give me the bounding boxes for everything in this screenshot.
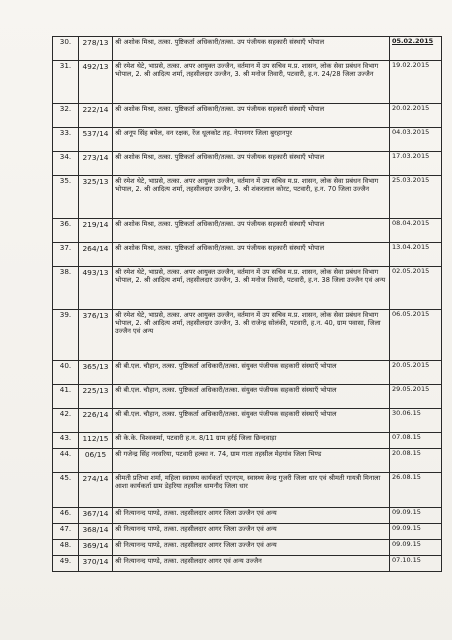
table-row xyxy=(53,433,442,449)
respondent-details-cell: श्री बी.एल. चौहान, तत्का. पुष्टिकर्ता अधिकारी/तत्का. संयुक्त पंजीयक सहकारी संस्थाएँ भोपाल xyxy=(113,409,390,433)
order-date-cell: 20.08.15 xyxy=(390,449,442,473)
serial-number-cell: 36. xyxy=(53,219,79,243)
respondent-details-cell: श्री अनूप सिंह बघेल, वन रक्षक, रेंज धूलकोट तह. नेपानगर जिला बुरहानपुर xyxy=(113,128,390,152)
order-date-cell: 04.03.2015 xyxy=(390,128,442,152)
serial-number-cell: 44. xyxy=(53,449,79,473)
respondent-details-cell: श्री अशोक मिश्रा, तत्का. पुष्टिकर्ता अधिकारी/तत्का. उप पंजीयक सहकारी संस्थाएँ भोपाल xyxy=(113,152,390,176)
case-number-cell: 493/13 xyxy=(79,267,113,310)
case-number-cell: 226/14 xyxy=(79,409,113,433)
table-row xyxy=(53,128,442,152)
serial-number-cell: 41. xyxy=(53,385,79,409)
order-date-cell: 17.03.2015 xyxy=(390,152,442,176)
table-row xyxy=(53,473,442,508)
case-number-cell: 325/13 xyxy=(79,176,113,219)
case-number-cell: 537/14 xyxy=(79,128,113,152)
case-number-cell: 225/13 xyxy=(79,385,113,409)
serial-number-cell: 47. xyxy=(53,524,79,540)
order-date-cell: 06.05.2015 xyxy=(390,310,442,361)
serial-number-cell: 32. xyxy=(53,104,79,128)
respondent-details-cell: श्री नित्यानन्द पाण्डे, तत्का. तहसीलदार आगर जिला उज्जैन एवं अन्य xyxy=(113,508,390,524)
table-row xyxy=(53,556,442,572)
serial-number-cell: 49. xyxy=(53,556,79,572)
serial-number-cell: 46. xyxy=(53,508,79,524)
order-date-cell: 08.04.2015 xyxy=(390,219,442,243)
order-date-cell: 09.09.15 xyxy=(390,508,442,524)
order-date-cell: 13.04.2015 xyxy=(390,243,442,267)
serial-number-cell: 40. xyxy=(53,361,79,385)
table-row xyxy=(53,152,442,176)
respondent-details-cell: श्री रमेश थेटे, भाप्रसे, तत्का. अपर आयुक्त उज्जैन, वर्तमान में उप सचिव म.प्र. शासन, लोक सेवा प्रबंधन विभाग भोपाल, 2. श्री आदित्य शर्मा, तहसीलदार उज्जैन, 3. श्री शंकरलाल कोरट, पटवारी, ह.न. 70 जिला उज्जैन xyxy=(113,176,390,219)
case-register-body xyxy=(53,37,442,572)
respondent-details-cell: श्री अशोक मिश्रा, तत्का. पुष्टिकर्ता अधिकारी/तत्का. उप पंजीयक सहकारी संस्थाएँ भोपाल xyxy=(113,37,390,61)
respondent-details-cell: श्रीमती प्रतिभा शर्मा, महिला स्वास्थ्य कार्यकर्ता एएनएम, स्वास्थ्य केन्द्र गुजरी जिला धार एवं श्रीमती गायत्री मिनाला आशा कार्यकर्ता ग्राम डेहरिया तहसील धामनौद जिला धार xyxy=(113,473,390,508)
table-row xyxy=(53,37,442,61)
respondent-details-cell: श्री बी.एल. चौहान, तत्का. पुष्टिकर्ता अधिकारी/तत्का. संयुक्त पंजीयक सहकारी संस्थाएँ भोपाल xyxy=(113,361,390,385)
order-date-cell: 07.10.15 xyxy=(390,556,442,572)
serial-number-cell: 39. xyxy=(53,310,79,361)
table-row xyxy=(53,508,442,524)
serial-number-cell: 30. xyxy=(53,37,79,61)
order-date-cell: 25.03.2015 xyxy=(390,176,442,219)
table-row xyxy=(53,267,442,310)
table-row xyxy=(53,361,442,385)
table-row xyxy=(53,449,442,473)
order-date-cell: 07.08.15 xyxy=(390,433,442,449)
serial-number-cell: 42. xyxy=(53,409,79,433)
respondent-details-cell: श्री नित्यानन्द पाण्डे, तत्का. तहसीलदार आगर जिला उज्जैन एवं अन्य xyxy=(113,540,390,556)
table-row xyxy=(53,524,442,540)
case-number-cell: 273/14 xyxy=(79,152,113,176)
serial-number-cell: 34. xyxy=(53,152,79,176)
case-number-cell: 222/14 xyxy=(79,104,113,128)
serial-number-cell: 31. xyxy=(53,61,79,104)
case-number-cell: 370/14 xyxy=(79,556,113,572)
table-row xyxy=(53,176,442,219)
case-register-table xyxy=(52,36,442,572)
order-date-cell: 19.02.2015 xyxy=(390,61,442,104)
case-number-cell: 112/15 xyxy=(79,433,113,449)
table-row xyxy=(53,540,442,556)
order-date-cell: 26.08.15 xyxy=(390,473,442,508)
order-date-cell: 30.06.15 xyxy=(390,409,442,433)
case-number-cell: 219/14 xyxy=(79,219,113,243)
respondent-details-cell: श्री नित्यानन्द पाण्डे, तत्का. तहसीलदार आगर एवं अन्य उज्जैन xyxy=(113,556,390,572)
table-row xyxy=(53,409,442,433)
respondent-details-cell: श्री अशोक मिश्रा, तत्का. पुष्टिकर्ता अधिकारी/तत्का. उप पंजीयक सहकारी संस्थाएँ भोपाल xyxy=(113,243,390,267)
table-row xyxy=(53,310,442,361)
table-row xyxy=(53,104,442,128)
serial-number-cell: 45. xyxy=(53,473,79,508)
serial-number-cell: 48. xyxy=(53,540,79,556)
order-date-cell: 09.09.15 xyxy=(390,524,442,540)
case-number-cell: 365/13 xyxy=(79,361,113,385)
respondent-details-cell: श्री गजेन्द्र सिंह नरवरिया, पटवारी हल्का न. 74, ग्राम गाता तहसील मेहगांव जिला भिण्ड xyxy=(113,449,390,473)
case-number-cell: 264/14 xyxy=(79,243,113,267)
respondent-details-cell: श्री बी.एल. चौहान, तत्का. पुष्टिकर्ता अधिकारी/तत्का. संयुक्त पंजीयक सहकारी संस्थाएँ भोपाल xyxy=(113,385,390,409)
table-row xyxy=(53,243,442,267)
respondent-details-cell: श्री रमेश थेटे, भाप्रसे, तत्का. अपर आयुक्त उज्जैन, वर्तमान में उप सचिव म.प्र. शासन, लोक सेवा प्रबंधन विभाग भोपाल, 2. श्री आदित्य शर्मा, तहसीलदार उज्जैन, 3. श्री राजेन्द्र सोलंकी, पटवारी, ह.न. 40, ग्राम पवासा, जिला उज्जैन एवं अन्य xyxy=(113,310,390,361)
respondent-details-cell: श्री अशोक मिश्रा, तत्का. पुष्टिकर्ता अधिकारी/तत्का. उप पंजीयक सहकारी संस्थाएँ भोपाल xyxy=(113,219,390,243)
case-number-cell: 278/13 xyxy=(79,37,113,61)
case-number-cell: 376/13 xyxy=(79,310,113,361)
order-date-cell: 09.09.15 xyxy=(390,540,442,556)
serial-number-cell: 35. xyxy=(53,176,79,219)
table-row xyxy=(53,61,442,104)
case-number-cell: 274/14 xyxy=(79,473,113,508)
order-date-cell: 20.05.2015 xyxy=(390,361,442,385)
respondent-details-cell: श्री रमेश थेटे, भाप्रसे, तत्का. अपर आयुक्त उज्जैन, वर्तमान में उप सचिव म.प्र. शासन, लोक सेवा प्रबंधन विभाग भोपाल, 2. श्री आदित्य शर्मा, तहसीलदार उज्जैन, 3. श्री मनोज तिवारी, पटवारी, ह.न. 38 जिला उज्जैन एवं अन्य xyxy=(113,267,390,310)
serial-number-cell: 43. xyxy=(53,433,79,449)
respondent-details-cell: श्री नित्यानन्द पाण्डे, तत्का. तहसीलदार आगर जिला उज्जैन एवं अन्य xyxy=(113,524,390,540)
respondent-details-cell: श्री के.के. विश्वकर्मा, पटवारी ह.न. 8/11 ग्राम हर्रई जिला छिन्दवाड़ा xyxy=(113,433,390,449)
order-date-cell: 05.02.2015 xyxy=(390,37,442,61)
case-number-cell: 369/14 xyxy=(79,540,113,556)
serial-number-cell: 33. xyxy=(53,128,79,152)
case-number-cell: 06/15 xyxy=(79,449,113,473)
table-row xyxy=(53,385,442,409)
order-date-cell: 20.02.2015 xyxy=(390,104,442,128)
respondent-details-cell: श्री रमेश थेटे, भाप्रसे, तत्का. अपर आयुक्त उज्जैन, वर्तमान में उप सचिव म.प्र. शासन, लोक सेवा प्रबंधन विभाग भोपाल, 2. श्री आदित्य शर्मा, तहसीलदार उज्जैन, 3. श्री मनोज तिवारी, पटवारी, ह.न. 24/28 जिला उज्जैन xyxy=(113,61,390,104)
table-row xyxy=(53,219,442,243)
case-number-cell: 368/14 xyxy=(79,524,113,540)
case-number-cell: 492/13 xyxy=(79,61,113,104)
serial-number-cell: 37. xyxy=(53,243,79,267)
order-date-cell: 29.05.2015 xyxy=(390,385,442,409)
case-number-cell: 367/14 xyxy=(79,508,113,524)
order-date-cell: 02.05.2015 xyxy=(390,267,442,310)
respondent-details-cell: श्री अशोक मिश्रा, तत्का. पुष्टिकर्ता अधिकारी/तत्का. उप पंजीयक सहकारी संस्थाएँ भोपाल xyxy=(113,104,390,128)
serial-number-cell: 38. xyxy=(53,267,79,310)
